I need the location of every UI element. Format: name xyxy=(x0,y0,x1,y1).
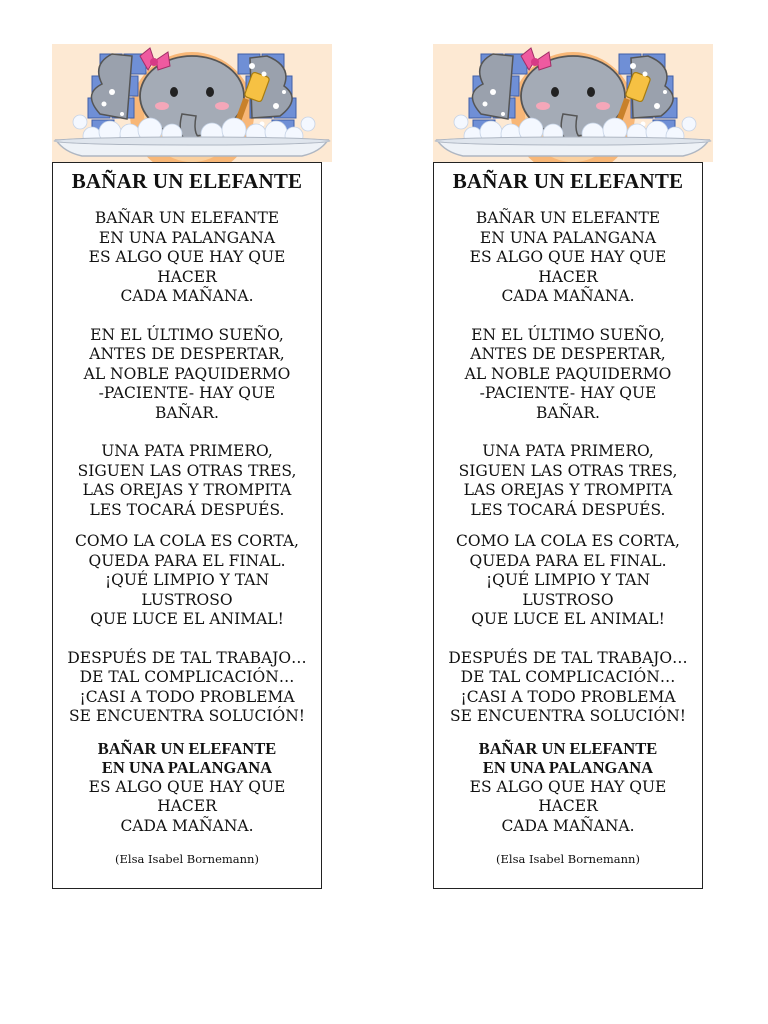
poem-line: ES ALGO QUE HAY QUE xyxy=(469,248,667,266)
stanza-2 xyxy=(53,326,321,424)
poem-title: BAÑAR UN ELEFANTE xyxy=(71,169,303,193)
poem-line: ANTES DE DESPERTAR, xyxy=(470,345,666,363)
poem-line: DE TAL COMPLICACIÓN… xyxy=(79,668,295,686)
poem-line: HACER xyxy=(538,797,598,815)
poem-line: SE ENCUENTRA SOLUCIÓN! xyxy=(450,707,686,725)
stanza-2 xyxy=(434,326,702,424)
poem-line: LES TOCARÁ DESPUÉS. xyxy=(470,500,666,519)
poem-line: HACER xyxy=(157,267,217,286)
poem-line: BAÑAR UN ELEFANTE xyxy=(478,738,658,758)
elephant-icon xyxy=(433,44,713,162)
poem-line: ANTES DE DESPERTAR, xyxy=(89,345,285,363)
elephant-icon xyxy=(52,44,332,162)
elephant-bath-illustration xyxy=(52,44,332,162)
poem-line: AL NOBLE PAQUIDERMO xyxy=(83,364,291,383)
poem-line: BAÑAR UN ELEFANTE xyxy=(97,738,277,758)
poem-line: CADA MAÑANA. xyxy=(501,287,635,305)
poem-line: UNA PATA PRIMERO, xyxy=(101,442,273,460)
poem-title: BAÑAR UN ELEFANTE xyxy=(452,169,684,193)
poem-line: -PACIENTE- HAY QUE xyxy=(98,384,276,402)
poem-line: SE ENCUENTRA SOLUCIÓN! xyxy=(69,707,305,725)
stanza-1 xyxy=(53,209,321,307)
poem-line: EN UNA PALANGANA xyxy=(482,758,654,777)
poem-line: LUSTROSO xyxy=(141,590,233,609)
poem-line: BAÑAR. xyxy=(536,403,600,422)
poem-line: QUEDA PARA EL FINAL. xyxy=(469,551,667,570)
poem-line: ES ALGO QUE HAY QUE xyxy=(469,777,667,796)
poem-line: AL NOBLE PAQUIDERMO xyxy=(464,364,672,383)
poem-card xyxy=(433,162,703,889)
stanza-5 xyxy=(434,649,702,727)
poem-line: EN UNA PALANGANA xyxy=(98,228,276,247)
poem-line: EN UNA PALANGANA xyxy=(479,228,657,247)
stanza-4 xyxy=(434,532,702,630)
poem-line: DESPUÉS DE TAL TRABAJO… xyxy=(448,648,688,667)
poem-line: EN UNA PALANGANA xyxy=(101,758,273,777)
poem-line: LAS OREJAS Y TROMPITA xyxy=(82,481,292,499)
poem-author: (Elsa Isabel Bornemann) xyxy=(115,852,259,866)
poem-line: DE TAL COMPLICACIÓN… xyxy=(460,668,676,686)
poem-line: DESPUÉS DE TAL TRABAJO… xyxy=(67,648,307,667)
poem-line: ES ALGO QUE HAY QUE xyxy=(88,777,286,796)
poem-line: EN EL ÚLTIMO SUEÑO, xyxy=(471,325,665,344)
poem-line: QUE LUCE EL ANIMAL! xyxy=(90,610,284,628)
poem-line: HACER xyxy=(538,267,598,286)
poem-line: BAÑAR UN ELEFANTE xyxy=(94,209,280,227)
poem-line: CADA MAÑANA. xyxy=(120,816,254,835)
poem-line: ¡QUÉ LIMPIO Y TAN xyxy=(104,571,270,589)
poem-line: CADA MAÑANA. xyxy=(120,287,254,305)
poem-line: LES TOCARÁ DESPUÉS. xyxy=(89,500,285,519)
poem-line: UNA PATA PRIMERO, xyxy=(482,442,654,460)
stanza-1 xyxy=(434,209,702,307)
poem-line: HACER xyxy=(157,797,217,815)
stanza-6 xyxy=(434,739,702,837)
stanza-3 xyxy=(434,442,702,520)
poem-line: SIGUEN LAS OTRAS TRES, xyxy=(458,461,678,480)
poem-line: ¡QUÉ LIMPIO Y TAN xyxy=(485,571,651,589)
poem-line: EN EL ÚLTIMO SUEÑO, xyxy=(90,325,284,344)
poem-line: CADA MAÑANA. xyxy=(501,816,635,835)
stanza-3 xyxy=(53,442,321,520)
poem-line: ¡CASI A TODO PROBLEMA xyxy=(460,687,676,706)
poem-card xyxy=(52,162,322,889)
poem-line: -PACIENTE- HAY QUE xyxy=(479,384,657,402)
poem-line: BAÑAR. xyxy=(155,403,219,422)
poem-line: LUSTROSO xyxy=(522,590,614,609)
poem-line: BAÑAR UN ELEFANTE xyxy=(475,209,661,227)
stanza-5 xyxy=(53,649,321,727)
poem-line: QUE LUCE EL ANIMAL! xyxy=(471,610,665,628)
poem-line: ES ALGO QUE HAY QUE xyxy=(88,248,286,266)
poem-line: ¡CASI A TODO PROBLEMA xyxy=(79,687,295,706)
poem-line: LAS OREJAS Y TROMPITA xyxy=(463,481,673,499)
stanza-4 xyxy=(53,532,321,630)
poem-line: COMO LA COLA ES CORTA, xyxy=(456,532,680,550)
poem-line: SIGUEN LAS OTRAS TRES, xyxy=(77,461,297,480)
poem-line: QUEDA PARA EL FINAL. xyxy=(88,551,286,570)
elephant-bath-illustration xyxy=(433,44,713,162)
poem-author: (Elsa Isabel Bornemann) xyxy=(496,852,640,866)
stanza-6 xyxy=(53,739,321,837)
poem-line: COMO LA COLA ES CORTA, xyxy=(75,532,299,550)
